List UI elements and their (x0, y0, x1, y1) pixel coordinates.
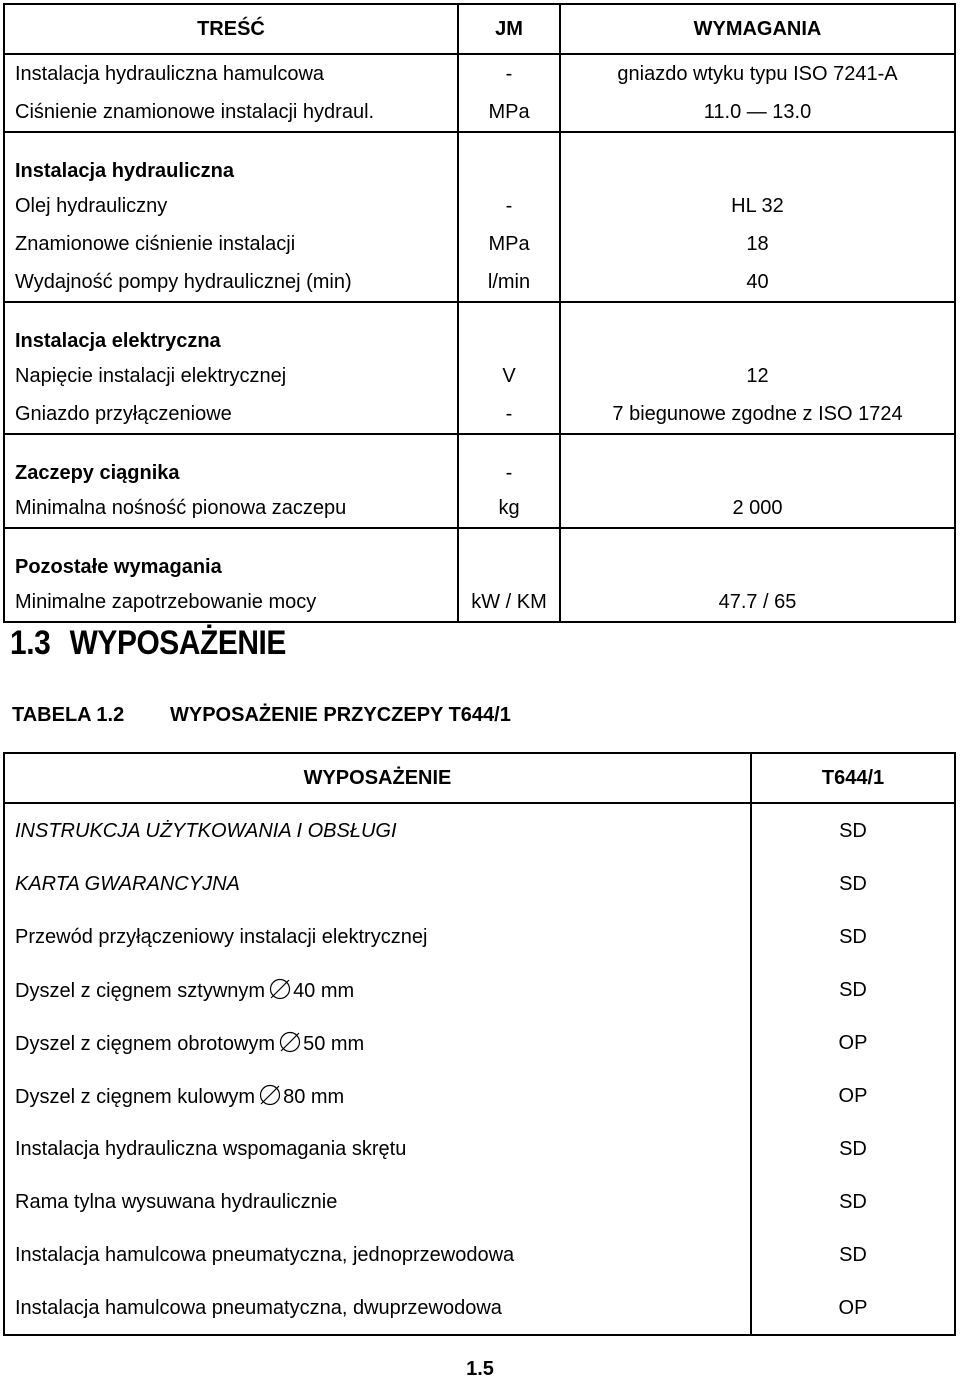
table-row (4, 1016, 955, 1069)
row-item: Olej hydrauliczny (4, 187, 458, 225)
row-unit: V (458, 357, 560, 395)
row-unit: kW / KM (458, 583, 560, 622)
row-item: Wydajność pompy hydraulicznej (min) (4, 263, 458, 302)
table-row (4, 187, 955, 225)
equipment-availability: SD (839, 1138, 867, 1160)
header-model: T644/1 (751, 753, 955, 803)
table-row (4, 263, 955, 302)
section-row (4, 302, 955, 357)
equipment-label: Dyszel z cięgnem sztywnym (15, 980, 266, 1002)
table-row (4, 93, 955, 132)
section-number: 1.3 (10, 624, 51, 662)
equipment-label: Instalacja hamulcowa pneumatyczna, jednoprzewodowa (15, 1244, 515, 1266)
row-item: Gniazdo przyłączeniowe (4, 395, 458, 434)
table-row (4, 857, 955, 910)
table-row (4, 1175, 955, 1228)
equipment-name (4, 963, 751, 1016)
page-number: 1.5 (466, 1358, 494, 1380)
table-header-row (4, 4, 955, 54)
row-item: Minimalna nośność pionowa zaczepu (4, 489, 458, 528)
diameter-icon (275, 1033, 303, 1055)
equipment-availability: SD (839, 1244, 867, 1266)
row-unit: MPa (458, 93, 560, 132)
table-row (4, 1122, 955, 1175)
equipment-name (4, 1228, 751, 1281)
equipment-label: Dyszel z cięgnem obrotowym (15, 1033, 276, 1055)
section-row (4, 434, 955, 489)
row-requirement: 40 (746, 270, 769, 293)
section-row (4, 132, 955, 187)
row-unit: kg (458, 489, 560, 528)
table-row (4, 489, 955, 528)
equipment-availability: OP (838, 1032, 868, 1054)
equipment-availability: SD (839, 979, 867, 1001)
table-row (4, 395, 955, 434)
equipment-name (4, 1069, 751, 1122)
header-requirement: WYMAGANIA (693, 17, 822, 40)
header-equipment: WYPOSAŻENIE (4, 753, 751, 803)
section-title: Instalacja elektryczna (4, 302, 458, 357)
header-item: TREŚĆ (4, 4, 458, 54)
row-requirement: 2 000 (732, 496, 783, 519)
row-item: Ciśnienie znamionowe instalacji hydraul. (4, 93, 458, 132)
equipment-availability: SD (839, 873, 867, 895)
row-requirement: 11.0 — 13.0 (703, 100, 812, 123)
equipment-name (4, 857, 751, 910)
row-requirement: HL 32 (731, 194, 784, 217)
equipment-name (4, 910, 751, 963)
equipment-label: Przewód przyłączeniowy instalacji elektrycznej (15, 926, 428, 948)
row-requirement: 12 (746, 364, 769, 387)
row-requirement: gniazdo wtyku typu ISO 7241-A (560, 54, 955, 93)
row-requirement: 18 (746, 232, 769, 255)
row-item: Instalacja hydrauliczna hamulcowa (4, 54, 458, 93)
equipment-name (4, 1016, 751, 1069)
section-title: Zaczepy ciągnika (4, 434, 458, 489)
table-row (4, 963, 955, 1016)
equipment-availability: OP (838, 1085, 868, 1107)
equipment-label: KARTA GWARANCYJNA (15, 873, 240, 895)
table-row (4, 803, 955, 857)
row-unit: - (458, 434, 560, 489)
table-caption-label: TABELA 1.2 (12, 704, 125, 726)
table-row (4, 1228, 955, 1281)
equipment-label: Instalacja hydrauliczna wspomagania skrętu (15, 1138, 407, 1160)
equipment-name (4, 1175, 751, 1228)
header-unit: JM (458, 4, 560, 54)
table-row (4, 583, 955, 622)
equipment-availability: SD (839, 820, 867, 842)
table-row (4, 357, 955, 395)
diameter-icon (255, 1086, 283, 1108)
section-title: WYPOSAŻENIE (69, 624, 286, 662)
equipment-name (4, 1281, 751, 1335)
equipment-label: Dyszel z cięgnem kulowym (15, 1086, 256, 1108)
equipment-name (4, 803, 751, 857)
equipment-availability: OP (838, 1297, 868, 1319)
table-header-row (4, 753, 955, 803)
equipment-label: Instalacja hamulcowa pneumatyczna, dwuprzewodowa (15, 1297, 502, 1319)
row-item: Napięcie instalacji elektrycznej (4, 357, 458, 395)
equipment-availability: SD (839, 926, 867, 948)
row-requirement: 7 biegunowe zgodne z ISO 1724 (612, 402, 903, 425)
table-caption-title: WYPOSAŻENIE PRZYCZEPY T644/1 (170, 704, 511, 726)
table-row (4, 1281, 955, 1335)
section-title: Pozostałe wymagania (4, 528, 458, 583)
section-title: Instalacja hydrauliczna (4, 132, 458, 187)
row-unit: MPa (458, 225, 560, 263)
row-item: Znamionowe ciśnienie instalacji (4, 225, 458, 263)
row-unit: - (458, 54, 560, 93)
section-row (4, 528, 955, 583)
row-unit: l/min (458, 263, 560, 302)
equipment-size: 80 mm (283, 1086, 345, 1108)
section-heading (10, 624, 286, 663)
row-item: Minimalne zapotrzebowanie mocy (4, 583, 458, 622)
equipment-label: INSTRUKCJA UŻYTKOWANIA I OBSŁUGI (15, 820, 397, 842)
row-unit: - (458, 395, 560, 434)
equipment-availability: SD (839, 1191, 867, 1213)
table-row (4, 225, 955, 263)
equipment-size: 50 mm (303, 1033, 365, 1055)
requirements-table (3, 3, 956, 623)
equipment-name (4, 1122, 751, 1175)
table-row (4, 54, 955, 93)
equipment-table (3, 752, 956, 1336)
equipment-label: Rama tylna wysuwana hydraulicznie (15, 1191, 338, 1213)
equipment-size: 40 mm (293, 980, 355, 1002)
diameter-icon (265, 980, 293, 1002)
row-unit: - (458, 187, 560, 225)
table-caption (12, 704, 511, 727)
row-requirement: 47.7 / 65 (718, 590, 797, 613)
table-row (4, 910, 955, 963)
table-row (4, 1069, 955, 1122)
